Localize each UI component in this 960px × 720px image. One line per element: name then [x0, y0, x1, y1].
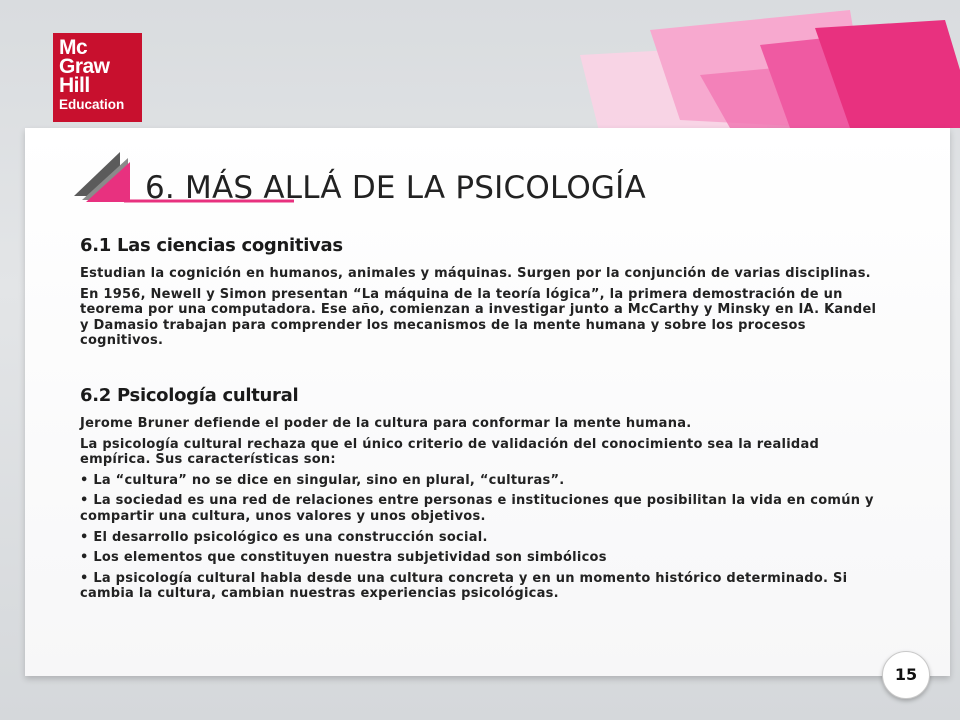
logo-line-2: Graw — [59, 55, 110, 78]
section-ciencias-cognitivas — [80, 233, 880, 349]
paragraph: Estudian la cognición en humanos, animales y máquinas. Surgen por la conjunción de varias disciplinas. — [80, 266, 871, 281]
bullet-item: • La sociedad es una red de relaciones entre personas e instituciones que posibilitan la vida en común y compartir una cultura, unos valores y unos objetivos. — [80, 493, 874, 524]
section-heading: 6.1 Las ciencias cognitivas — [80, 235, 343, 256]
paragraph: Jerome Bruner defiende el poder de la cultura para conformar la mente humana. — [80, 415, 692, 431]
paragraph: La psicología cultural rechaza que el único criterio de validación del conocimiento sea la realidad empírica. Sus características son: — [80, 436, 820, 468]
slide-title: 6. MÁS ALLÁ DE LA PSICOLOGÍA — [145, 170, 646, 206]
bullet-item: • El desarrollo psicológico es una construcción social. — [80, 529, 488, 545]
slide-body — [80, 233, 880, 607]
bullet-item: • La psicología cultural habla desde una cultura concreta y en un momento histórico determinado. Si cambia la cultura, cambian nuestras experiencias psicológicas. — [80, 570, 848, 602]
bullet-item: • Los elementos que constituyen nuestra subjetividad son simbólicos — [80, 550, 607, 566]
logo-line-4: Education — [59, 97, 125, 112]
section-psicologia-cultural — [80, 383, 880, 602]
mcgraw-hill-education-logo — [53, 33, 142, 122]
section-heading: 6.2 Psicología cultural — [80, 384, 299, 406]
logo-line-1: Mc — [59, 36, 88, 59]
page-number-badge: 15 — [882, 651, 930, 699]
paragraph: En 1956, Newell y Simon presentan “La máquina de la teoría lógica”, la primera demostración de un teorema por una computadora. Ese año, comienzan a investigar junto a McCarthy y Minsky en IA. Kandel y Damasio trabajan para comprender los mecanismos de la mente humana y sobre los procesos cognitivos. — [80, 286, 877, 349]
logo-line-3: Hill — [59, 74, 90, 97]
bullet-item: • La “cultura” no se dice en singular, sino en plural, “culturas”. — [80, 472, 565, 488]
